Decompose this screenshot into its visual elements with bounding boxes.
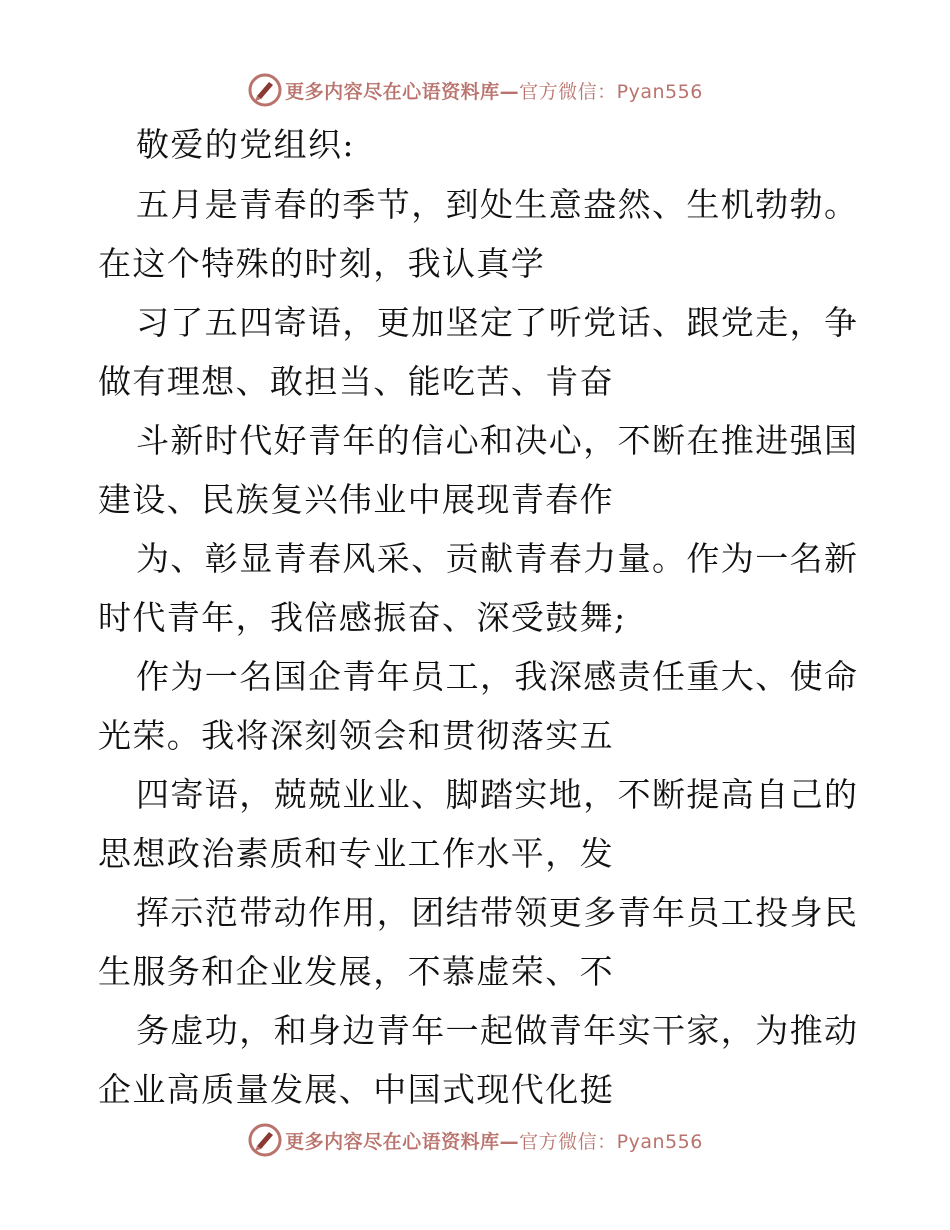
pen-logo-icon — [247, 1122, 283, 1158]
watermark-separator: — — [499, 1130, 520, 1153]
header-watermark — [0, 70, 950, 110]
paragraph-line: 为、彰显青春风采、贡献青春力量。作为一名新 — [136, 539, 859, 578]
paragraph-line: 作为一名国企青年员工，我深感责任重大、使命 — [136, 657, 859, 696]
paragraph-line: 生服务和企业发展，不慕虚荣、不 — [98, 952, 614, 991]
paragraph-line: 企业高质量发展、中国式现代化挺 — [98, 1070, 614, 1109]
paragraph-line: 做有理想、敢担当、能吃苦、肯奋 — [98, 362, 614, 401]
footer-watermark — [0, 1120, 950, 1160]
paragraph-line: 时代青年，我倍感振奋、深受鼓舞; — [98, 598, 627, 637]
watermark-brand: 更多内容尽在心语资料库 — [285, 1130, 500, 1153]
paragraph-line: 斗新时代好青年的信心和决心，不断在推进强国 — [136, 421, 859, 460]
greeting: 敬爱的党组织: — [136, 125, 355, 164]
watermark-text — [285, 77, 703, 104]
paragraph-line: 思想政治素质和专业工作水平，发 — [98, 834, 614, 873]
paragraph-line: 五月是青春的季节，到处生意盎然、生机勃勃。 — [136, 185, 859, 224]
watermark-text — [285, 1127, 703, 1154]
paragraph-line: 四寄语，兢兢业业、脚踏实地，不断提高自己的 — [136, 775, 859, 814]
paragraph-line: 务虚功，和身边青年一起做青年实干家，为推动 — [136, 1011, 859, 1050]
watermark-brand: 更多内容尽在心语资料库 — [285, 80, 500, 103]
paragraph-line: 习了五四寄语，更加坚定了听党话、跟党走，争 — [136, 303, 859, 342]
watermark-contact: 官方微信：Pyan556 — [519, 80, 703, 103]
pen-logo-icon — [247, 72, 283, 108]
paragraph-line: 在这个特殊的时刻，我认真学 — [98, 244, 546, 283]
paragraph-line: 挥示范带动作用，团结带领更多青年员工投身民 — [136, 893, 859, 932]
watermark-separator: — — [499, 80, 520, 103]
paragraph-line: 建设、民族复兴伟业中展现青春作 — [98, 480, 614, 519]
paragraph-line: 光荣。我将深刻领会和贯彻落实五 — [98, 716, 614, 755]
watermark-contact: 官方微信：Pyan556 — [519, 1130, 703, 1153]
